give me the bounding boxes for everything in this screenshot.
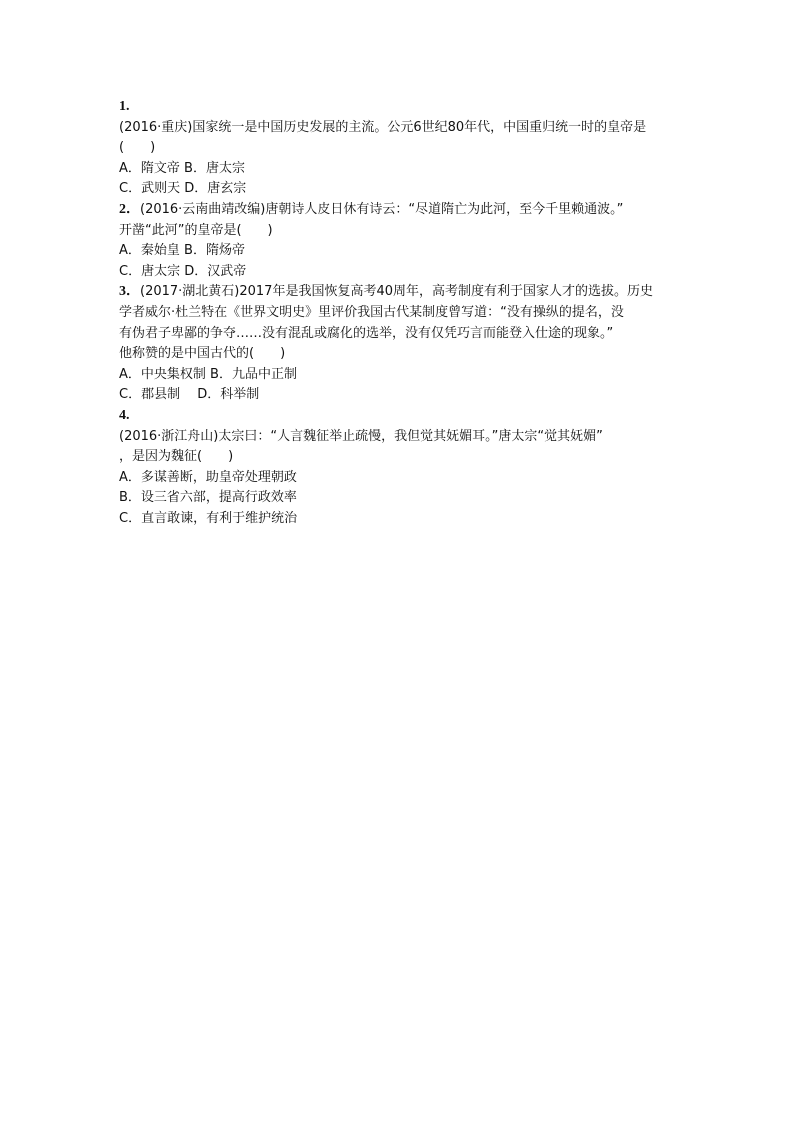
option-line: C．武则天 D．唐玄宗 [119, 181, 247, 197]
question-number: 2． [119, 201, 140, 217]
option-line: A．隋文帝 B．唐太宗 [119, 160, 245, 176]
question-stem-line: 开凿“此河”的皇帝是( ) [119, 222, 273, 238]
question-3 [119, 282, 679, 406]
question-stem-line: (2016·重庆)国家统一是中国历史发展的主流。公元6世纪80年代，中国重归统一时的皇帝是 [119, 119, 647, 135]
question-number: 3． [119, 284, 140, 300]
question-number: 1. [119, 99, 130, 114]
option-line: C．郡县制 D．科举制 [119, 387, 260, 403]
question-stem-line: (2016·浙江舟山)太宗曰：“人言魏征举止疏慢，我但觉其妩媚耳。”唐太宗“觉其妩媚” [119, 428, 603, 444]
option-line: A．多谋善断，助皇帝处理朝政 [119, 469, 297, 485]
question-stem-line: 3．(2017·湖北黄石)2017年是我国恢复高考40周年，高考制度有利于国家人才的选拔。历史 [119, 284, 653, 300]
question-stem-line: 有伪君子卑鄙的争夺……没有混乱或腐化的选举，没有仅凭巧言而能登入仕途的现象。” [119, 325, 614, 341]
option-line: A．秦始皇 B．隋炀帝 [119, 243, 245, 259]
option-line: C．直言敢谏，有利于维护统治 [119, 510, 298, 526]
question-2 [119, 200, 679, 282]
option-line: B．设三省六部，提高行政效率 [119, 490, 297, 506]
question-stem-line: 2．(2016·云南曲靖改编)唐朝诗人皮日休有诗云：“尽道隋亡为此河，至今千里赖通波。” [119, 201, 624, 217]
option-line: A．中央集权制 B．九品中正制 [119, 366, 297, 382]
question-4 [119, 406, 679, 530]
question-stem-line: 学者威尔·杜兰特在《世界文明史》里评价我国古代某制度曾写道：“没有操纵的提名，没 [119, 304, 624, 320]
option-line: C．唐太宗 D．汉武帝 [119, 263, 247, 279]
question-number: 4. [119, 407, 130, 423]
question-stem-line: ( ) [119, 140, 156, 156]
question-1 [119, 97, 679, 200]
question-stem-line: ，是因为魏征( ) [119, 449, 234, 465]
question-list [119, 97, 679, 529]
question-stem-line: 他称赞的是中国古代的( ) [119, 346, 286, 362]
